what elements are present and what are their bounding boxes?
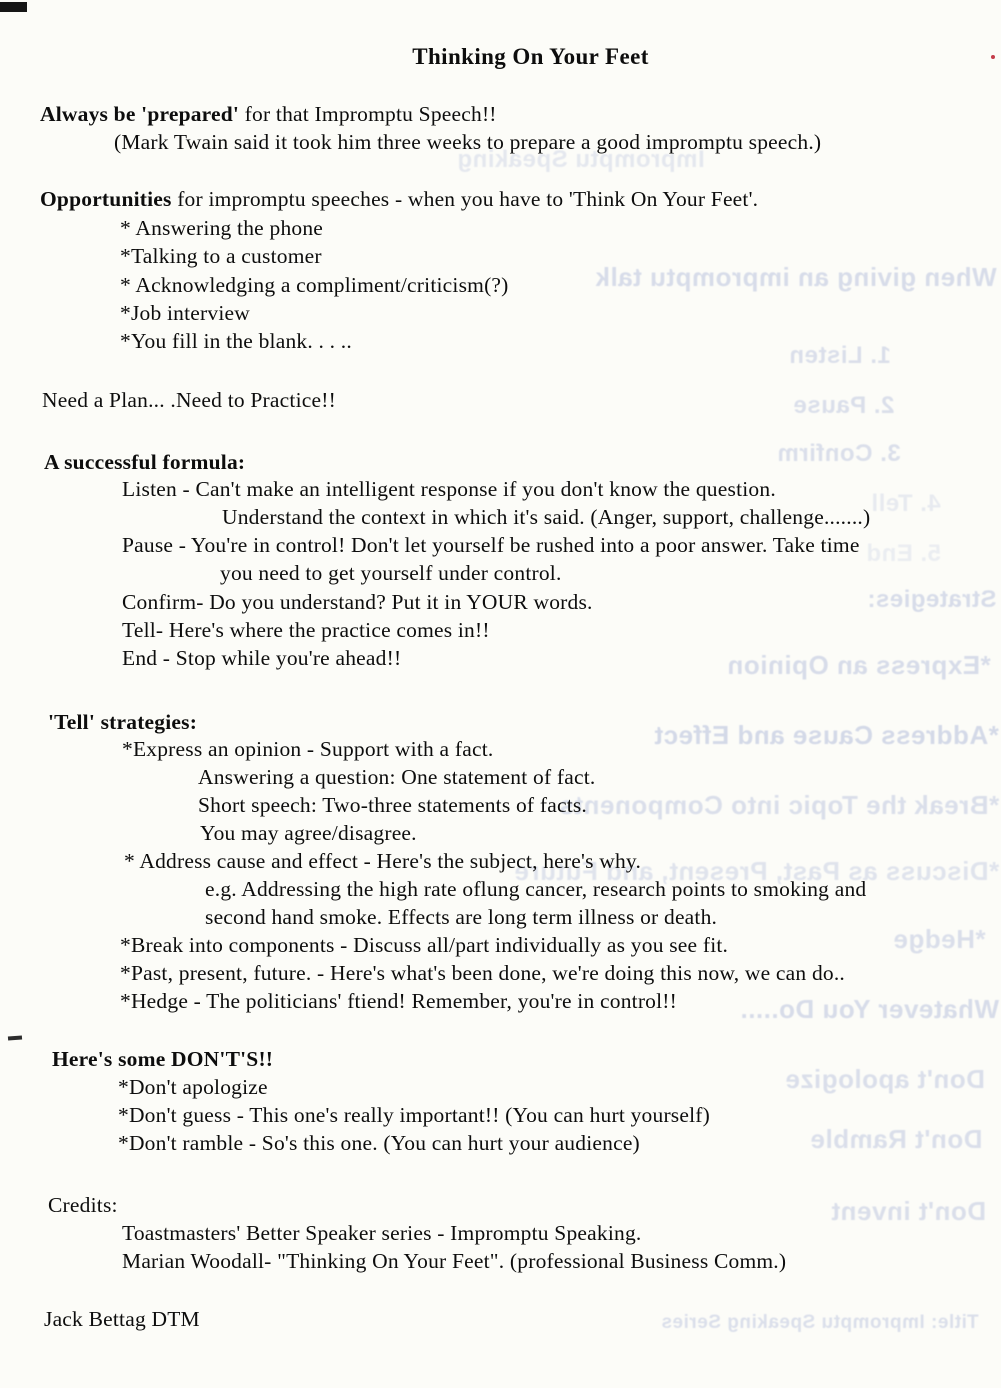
bleed-through-text: Strategies: (867, 586, 997, 613)
tell-line: *Past, present, future. - Here's what's been done, we're doing this now, we can do.. (120, 961, 845, 985)
tell-line: Short speech: Two-three statements of facts. (198, 793, 588, 817)
formula-line: you need to get yourself under control. (220, 561, 562, 585)
dont-item: *Don't guess - This one's really important!! (You can hurt yourself) (118, 1103, 711, 1127)
credit-item: Marian Woodall- "Thinking On Your Feet". (professional Business Comm.) (122, 1249, 787, 1273)
bleed-through-text: Don't apologize (785, 1064, 985, 1094)
tell-line: Answering a question: One statement of fact. (198, 765, 596, 789)
bleed-through-text: *Hedge (893, 924, 986, 954)
always-rest: for that Impromptu Speech!! (239, 102, 497, 126)
formula-heading: A successful formula: (44, 450, 246, 474)
tell-line: * Address cause and effect - Here's the subject, here's why. (124, 849, 642, 873)
bleed-through-text: *Address Cause and Effect (654, 720, 999, 750)
dont-item: *Don't apologize (118, 1075, 268, 1099)
bleed-through-text: Impromptu Speaking (457, 146, 705, 173)
bleed-through-text: *Break the Topic into Components (558, 790, 999, 820)
twain-note: (Mark Twain said it took him three weeks to prepare a good impromptu speech.) (114, 130, 822, 154)
bleed-through-text: 5. End (865, 540, 941, 567)
tell-line: e.g. Addressing the high rate oflung cancer, research points to smoking and (205, 877, 867, 901)
bleed-through-text: Don't Ramble (810, 1124, 983, 1154)
tell-line: *Hedge - The politicians' ftiend! Remember, you're in control!! (120, 989, 678, 1013)
bleed-through-text: When giving an impromptu talk (595, 262, 997, 292)
opportunities-rest: for impromptu speeches - when you have to 'Think On Your Feet'. (171, 187, 759, 211)
bleed-through-text: 4. Tell (871, 490, 941, 517)
donts-heading: Here's some DON'T'S!! (52, 1047, 274, 1071)
always-lead: Always be 'prepared' (40, 102, 240, 126)
bleed-through-text: Title: Impromptu Speaking Series (661, 1312, 979, 1333)
formula-line: Pause - You're in control! Don't let yourself be rushed into a poor answer. Take time (122, 533, 860, 557)
bleed-through-text: 2. Pause (792, 392, 894, 419)
bleed-through-text: *Discuss as Past, Present, and Future (513, 856, 999, 886)
opportunity-item: * Acknowledging a compliment/criticism(?) (120, 273, 509, 297)
bleed-through-text: *Express an Opinion (727, 650, 991, 680)
opportunity-item: *You fill in the blank. . . .. (120, 329, 352, 353)
always-line (40, 102, 497, 127)
opportunities-line (40, 187, 758, 212)
signature: Jack Bettag DTM (44, 1307, 200, 1331)
formula-line: Understand the context in which it's said. (Anger, support, challenge.......) (222, 505, 871, 529)
bleed-through-text: Whatever You Do..... (740, 994, 999, 1024)
opportunity-item: * Answering the phone (120, 216, 324, 240)
formula-line: Listen - Can't make an intelligent response if you don't know the question. (122, 477, 776, 501)
credits-heading: Credits: (48, 1193, 118, 1217)
formula-line: Tell- Here's where the practice comes in!! (122, 618, 490, 642)
credit-item: Toastmasters' Better Speaker series - Impromptu Speaking. (122, 1221, 642, 1245)
bleed-through-text: 3. Confirm (777, 440, 901, 467)
opportunity-item: *Job interview (120, 301, 250, 325)
scan-artifact-corner-mark (0, 2, 27, 12)
formula-line: End - Stop while you're ahead!! (122, 646, 402, 670)
tell-line: You may agree/disagree. (200, 821, 417, 845)
bleed-through-text: 1. Listen (789, 342, 891, 369)
tell-heading: 'Tell' strategies: (48, 710, 198, 734)
page-title: Thinking On Your Feet (412, 44, 649, 69)
tell-line: *Break into components - Discuss all/part individually as you see fit. (120, 933, 729, 957)
tell-line: *Express an opinion - Support with a fact. (122, 737, 494, 761)
dont-item: *Don't ramble - So's this one. (You can hurt your audience) (118, 1131, 640, 1155)
formula-line: Confirm- Do you understand? Put it in YOUR words. (122, 590, 593, 614)
tell-line: second hand smoke. Effects are long term illness or death. (205, 905, 718, 929)
opportunities-lead: Opportunities (40, 187, 172, 211)
bleed-through-text: Don't invent (830, 1196, 986, 1226)
opportunity-item: *Talking to a customer (120, 244, 322, 268)
scan-artifact-red-speck (991, 55, 995, 59)
plan-line: Need a Plan... .Need to Practice!! (42, 388, 336, 412)
